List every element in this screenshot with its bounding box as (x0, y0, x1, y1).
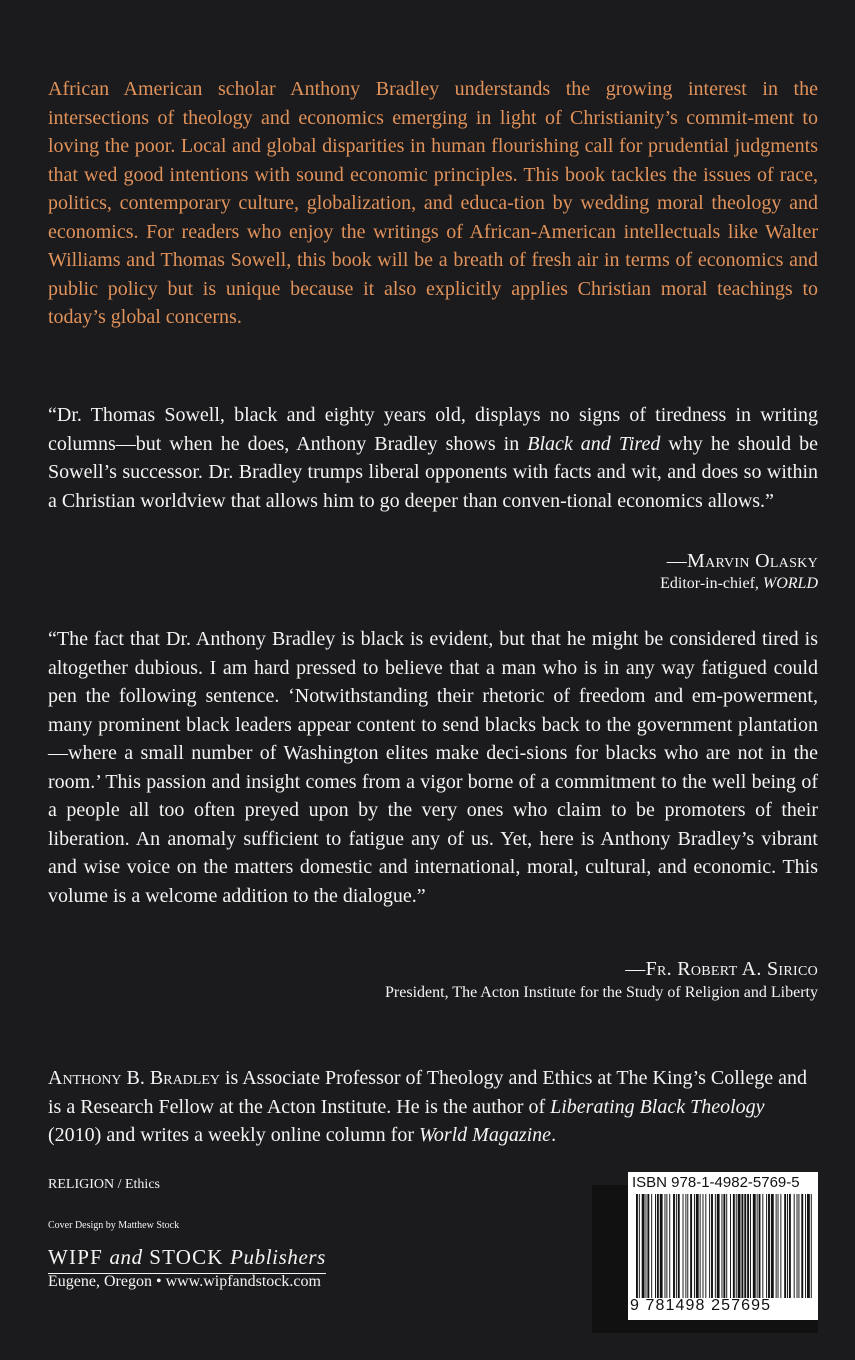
barcode-bar (685, 1194, 686, 1298)
endorser-title-olasky: Editor-in-chief, WORLD (660, 575, 818, 592)
isbn-barcode (628, 1172, 818, 1320)
barcode-bar (683, 1194, 684, 1298)
barcode-bar (771, 1194, 774, 1298)
barcode-bar (700, 1194, 701, 1298)
barcode-bar (762, 1194, 763, 1298)
quote-text: why he should be Sowell’s successor. Dr. Bradley trumps liberal opponents with facts and wit, and does so within a Christian worldview that allows him to go deeper than conven-tional economics allows.” (48, 432, 818, 512)
barcode-bar (657, 1194, 659, 1298)
quote-text: “Dr. Thomas Sowell, black and eighty years old, displays no signs of tiredness in writing columns—but when he does, Anthony Bradley shows in (48, 404, 818, 455)
barcode-bar (651, 1194, 652, 1298)
barcode-bar (759, 1194, 761, 1298)
barcode-bar (678, 1194, 680, 1298)
barcode-bar (784, 1194, 786, 1298)
barcode-bar (636, 1194, 638, 1298)
barcode-bar (778, 1194, 779, 1298)
barcode-bar (676, 1194, 677, 1298)
barcode-bar (690, 1194, 692, 1298)
barcode-bar (794, 1194, 795, 1298)
endorser-name-sirico: —Fr. Robert A. Sirico (625, 958, 818, 980)
barcode-bar (694, 1194, 695, 1298)
barcode-bar (753, 1194, 756, 1298)
barcode-bar (741, 1194, 743, 1298)
barcode-bar (726, 1194, 727, 1298)
barcode-bar (730, 1194, 731, 1298)
barcode-bar (733, 1194, 735, 1298)
barcode-bar (798, 1194, 799, 1298)
barcode-bars (634, 1194, 814, 1298)
barcode-bar (696, 1194, 699, 1298)
barcode-bar (750, 1194, 751, 1298)
barcode-bar (747, 1194, 749, 1298)
barcode-bar (723, 1194, 725, 1298)
barcode-bar (757, 1194, 758, 1298)
endorser-title-sirico: President, The Acton Institute for the Study of Religion and Liberty (385, 984, 818, 1001)
barcode-bar (738, 1194, 741, 1298)
barcode-bar (780, 1194, 781, 1298)
barcode-bar (736, 1194, 737, 1298)
barcode-bar (647, 1194, 649, 1298)
barcode-bar (665, 1194, 666, 1298)
barcode-bar (789, 1194, 791, 1298)
barcode-bar (801, 1194, 803, 1298)
barcode-bar (766, 1194, 767, 1298)
book-title-reference: Black and Tired (527, 432, 661, 455)
barcode-bar (646, 1194, 647, 1298)
barcode-bar (655, 1194, 656, 1298)
barcode-bar (709, 1194, 710, 1298)
barcode-bar (715, 1194, 716, 1298)
barcode-bar (673, 1194, 675, 1298)
barcode-bar (717, 1194, 720, 1298)
barcode-bar (642, 1194, 645, 1298)
barcode-bar (807, 1194, 810, 1298)
barcode-bar (660, 1194, 663, 1298)
isbn-label: ISBN 978-1-4982-5769-5 (632, 1174, 800, 1191)
barcode-bar (666, 1194, 667, 1298)
subject-category: RELIGION / Ethics (48, 1177, 160, 1192)
barcode-bar (705, 1194, 706, 1298)
barcode-bar (776, 1194, 777, 1298)
barcode-bar (787, 1194, 788, 1298)
publisher-logo: WIPF and STOCK Publishers (48, 1245, 326, 1274)
endorsement-quote-olasky (48, 401, 818, 515)
column-publication: World Magazine (419, 1124, 552, 1146)
author-name: Anthony B. Bradley (48, 1067, 220, 1089)
barcode-bar (768, 1194, 770, 1298)
barcode-bar (687, 1194, 688, 1298)
cover-design-credit: Cover Design by Matthew Stock (48, 1220, 180, 1231)
barcode-bar (722, 1194, 723, 1298)
barcode-bar (703, 1194, 704, 1298)
barcode-bar (805, 1194, 806, 1298)
barcode-bar (744, 1194, 746, 1298)
endorsement-quote-sirico: “The fact that Dr. Anthony Bradley is black is evident, but that he might be considered tired is altogether dubious. I am hard pressed to believe that a man who is in any way fatigued could pen the following sentence. ‘Notwithstanding their rhetoric of freedom and em-powerment, many prominent black leaders appear content to send blacks back to the government plantation—where a small number of Washington elites make deci-sions for blacks who are not in the room.’ This passion and insight comes from a vigor borne of a commitment to the well being of a people all too often preyed upon by the very ones who claim to be promoters of their liberation. An anomaly sufficient to fatigue any of us. Yet, here is Anthony Bradley’s vibrant and wise voice on the matters domestic and international, moral, cultural, and economic. This volume is a welcome addition to the dialogue.” (48, 628, 818, 907)
back-cover-blurb: African American scholar Anthony Bradley understands the growing interest in the intersections of theology and economics emerging in light of Christianity’s commit-ment to loving the poor. Local and global disparities in human flourishing call for prudential judgments that wed good intentions with sound economic principles. This book tackles the issues of race, politics, contemporary culture, globalization, and educa-tion by wedding moral theology and economics. For readers who enjoy the writings of African-American intellectuals like Walter Williams and Thomas Sowell, this book will be a breath of fresh air in terms of economics and public policy but is unique because it also explicitly applies Christian moral teachings to today’s global concerns. (48, 78, 818, 328)
endorser-name-olasky: —Marvin Olasky (666, 550, 818, 572)
barcode-bar (711, 1194, 713, 1298)
barcode-bar (639, 1194, 640, 1298)
barcode-bar (797, 1194, 798, 1298)
barcode-bar (669, 1194, 670, 1298)
barcode-bar (811, 1194, 812, 1298)
publisher-location: Eugene, Oregon • www.wipfandstock.com (48, 1273, 321, 1290)
author-bio: Anthony B. Bradley is Associate Professor of Theology and Ethics at The King’s College and is a Research Fellow at the Acton Institute. He is the author of Liberating Black Theology (2010) and writes a weekly online column for World Magazine. (48, 1067, 807, 1146)
author-previous-book: Liberating Black Theology (550, 1095, 765, 1118)
barcode-digits: 9 781498 257695 (630, 1297, 772, 1314)
